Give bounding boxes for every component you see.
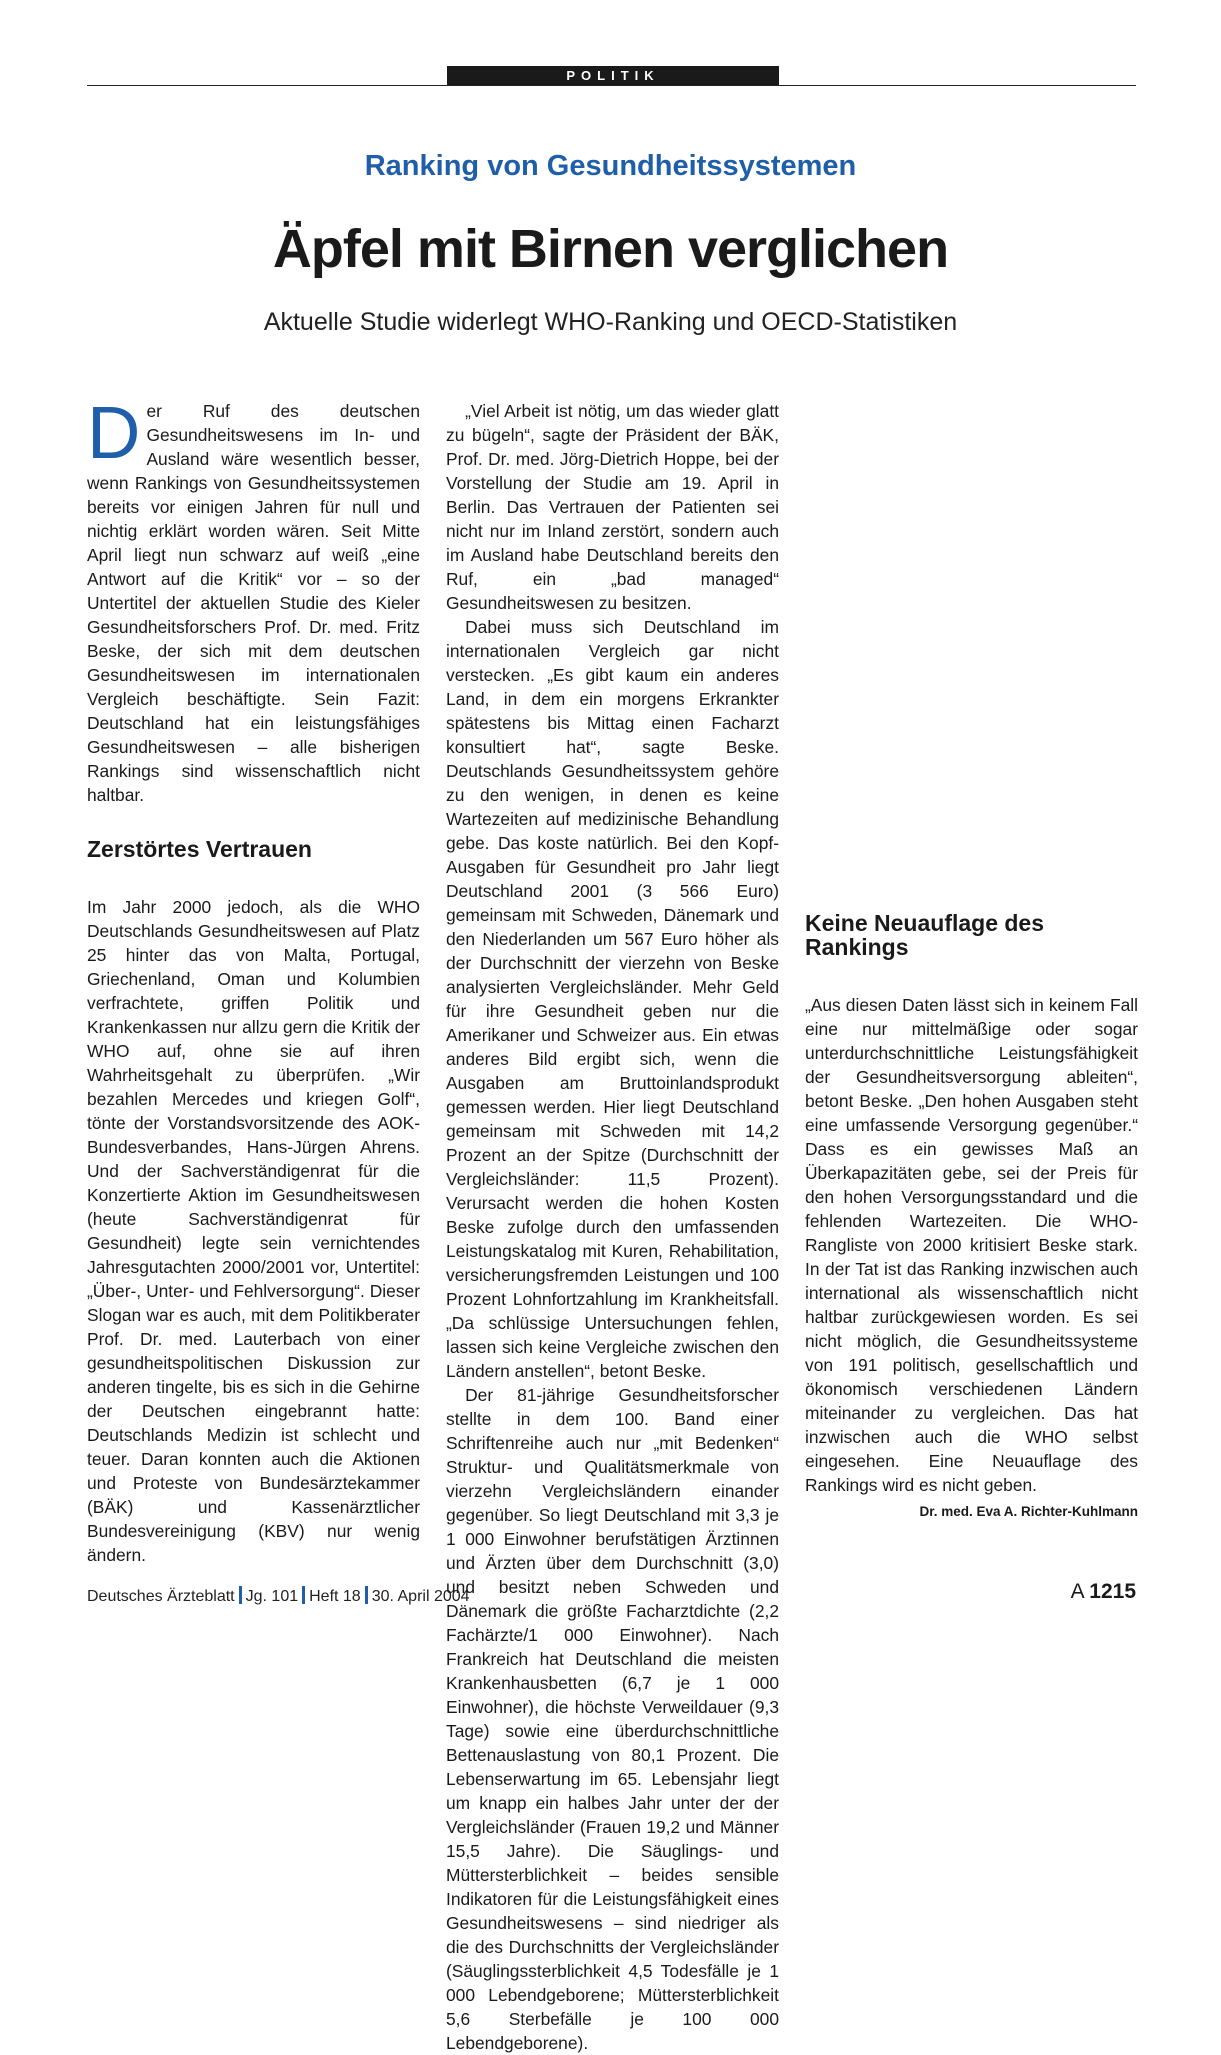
article-headline: Äpfel mit Birnen verglichen xyxy=(272,219,949,279)
column-3 xyxy=(805,879,1138,1524)
paragraph-text: „Aus diesen Daten lässt sich in keinem Fall eine nur mittelmäßige oder sogar unterdurchschnittliche Leistungsfähigkeit der Gesundheitsversorgung ableiten“, betont Beske. „Den hohen Ausgaben steht eine umfassende Versorgung gegenüber.“ Dass es ein gewisses Maß an Überkapazitäten gebe, sei der Preis für den hohen Versorgungsstandard und die fehlenden Wartezeiten. Die WHO-Rangliste von 2000 kritisiert Beske stark. In der Tat ist das Ranking inzwischen auch international als wissenschaftlich nicht haltbar zurückgewiesen worden. Es sei nicht möglich, die Gesundheitssysteme von 191 politisch, gesellschaftlich und ökonomisch verschiedenen Ländern miteinander zu vergleichen. Das hat inzwischen auch die WHO selbst eingesehen. Eine Neuauflage des Rankings wird es nicht geben. xyxy=(805,995,1138,1495)
top-rule xyxy=(87,85,1136,86)
paragraph: Dabei muss sich Deutschland im internationalen Vergleich gar nicht verstecken. „Es gibt kaum ein anderes Land, in dem ein morgens Erkrankter spätestens bis Mittag einen Facharzt konsultiert hat“, sagte Beske. Deutschlands Gesundheitssystem gehöre zu den wenigen, in denen es keine Wartezeiten auf medizinische Behandlung gebe. Das koste natürlich. Bei den Kopf-Ausgaben für Gesundheit pro Jahr liegt Deutschland 2001 (3 566 Euro) gemeinsam mit Schweden, Dänemark und den Niederlanden um 567 Euro höher als der Durchschnitt der vierzehn von Beske analysierten Vergleichsländer. Mehr Geld für ihre Gesundheit geben nur die Amerikaner und Schweizer aus. Ein etwas anderes Bild ergibt sich, wenn die Ausgaben am Bruttoinlandsprodukt gemessen werden. Hier liegt Deutschland gemeinsam mit Schweden mit 14,2 Prozent an der Spitze (Durchschnitt der Vergleichsländer: 11,5 Prozent). Verursacht werden die hohen Kosten Beske zufolge durch den umfassenden Leistungskatalog mit Kuren, Rehabilitation, versicherungsfremden Leistungen und 100 Prozent Lohnfortzahlung im Krankheitsfall. „Da schlüssige Untersuchungen fehlen, lassen sich keine Vergleiche zwischen den Ländern anstellen“, betont Beske. xyxy=(446,617,779,1381)
paragraph: „Viel Arbeit ist nötig, um das wieder glatt zu bügeln“, sagte der Präsident der BÄK, Prof. Dr. med. Jörg-Dietrich Hoppe, bei der Vorstellung der Studie am 19. April in Berlin. Das Vertrauen der Patienten sei nicht nur im Inland zerstört, sondern auch im Ausland habe Deutschland bereits den Ruf, ein „bad managed“ Gesundheitswesen zu besitzen. xyxy=(446,401,779,613)
paragraph xyxy=(805,993,1138,1519)
intro-text: er Ruf des deutschen Gesundheitswesens im In- und Ausland wäre wesentlich besser, wenn Rankings von Gesundheitssystemen bereits vor einigen Jahren für null und nichtig erklärt worden wären. Seit Mitte April liegt nun schwarz auf weiß „eine Antwort auf die Kritik“ vor – so der Untertitel der aktuellen Studie des Kieler Gesundheitsforschers Prof. Dr. med. Fritz Beske, der sich mit dem deutschen Gesundheitswesen im internationalen Vergleich beschäftigte. Sein Fazit: Deutschland hat ein leistungsfähiges Gesundheitswesen – alle bisherigen Rankings sind wissenschaftlich nicht haltbar. xyxy=(87,401,420,805)
footer-separator xyxy=(239,1586,242,1604)
page-footer xyxy=(87,1586,470,1606)
author-byline: Dr. med. Eva A. Richter-Kuhlmann xyxy=(919,1504,1138,1519)
footer-separator xyxy=(365,1586,368,1604)
page-number xyxy=(1071,1580,1136,1604)
subhead-keine-neuauflage: Keine Neuauflage des Rankings xyxy=(805,910,1045,960)
paragraph: Der 81-jährige Gesundheitsforscher stellte in dem 100. Band einer Schriftenreihe auch nur „mit Bedenken“ Struktur- und Qualitätsmerkmale von vierzehn Vergleichsländern einander gegenüber. So liegt Deutschland mit 3,3 je 1 000 Einwohner berufstätigen Ärztinnen und Ärzten über dem Durchschnitt (3,0) und besitzt neben Schweden und Dänemark die größte Facharztdichte (2,2 Fachärzte/1 000 Einwohner). Nach Frankreich hat Deutschland die meisten Krankenhausbetten (6,7 je 1 000 Einwohner), die höchste Verweildauer (9,3 Tage) sowie eine überdurchschnittliche Bettenauslastung von 80,1 Prozent. Die Lebenserwartung im 65. Lebensjahr liegt um knapp ein halbes Jahr unter der der Vergleichsländer (Frauen 19,2 und Männer 15,5 Jahre). Die Säuglings- und Müttersterblichkeit – beides sensible Indikatoren für die Leistungsfähigkeit eines Gesundheitswesens – sind niedriger als die des Durchschnitts der Vergleichsländer (Säuglingssterblichkeit 4,5 Todesfälle je 1 000 Lebendgeborene; Müttersterblichkeit 5,6 Sterbefälle je 100 000 Lebendgeborene). xyxy=(446,1385,779,2053)
journal-issue: Heft 18 xyxy=(309,1588,361,1605)
journal-date: 30. April 2004 xyxy=(371,1588,470,1605)
article-kicker: Ranking von Gesundheitssystemen xyxy=(364,150,857,182)
page-prefix: A xyxy=(1070,1580,1084,1603)
footer-separator xyxy=(302,1586,305,1604)
column-1 xyxy=(87,391,420,1567)
section-label: POLITIK xyxy=(447,66,779,85)
subhead-zerstoertes-vertrauen: Zerstörtes Vertrauen xyxy=(87,836,312,862)
page-number-value: 1215 xyxy=(1089,1580,1136,1603)
drop-cap: D xyxy=(87,391,141,474)
column-2 xyxy=(446,399,779,2055)
intro-paragraph xyxy=(87,391,420,807)
article-subline: Aktuelle Studie widerlegt WHO-Ranking und OECD-Statistiken xyxy=(263,308,958,336)
journal-volume: Jg. 101 xyxy=(245,1588,299,1605)
journal-name: Deutsches Ärzteblatt xyxy=(87,1588,235,1605)
paragraph: Im Jahr 2000 jedoch, als die WHO Deutschlands Gesundheitswesen auf Platz 25 hinter das von Malta, Portugal, Griechenland, Oman und Kolumbien verfrachtete, griffen Politik und Krankenkassen nur allzu gern die Kritik der WHO auf, ohne sie auf ihren Wahrheitsgehalt zu überprüfen. „Wir bezahlen Mercedes und kriegen Golf“, tönte der Vorstandsvorsitzende des AOK-Bundesverbandes, Hans-Jürgen Ahrens. Und der Sachverständigenrat für die Konzertierte Aktion im Gesundheitswesen (heute Sachverständigenrat für Gesundheit) legte sein vernichtendes Jahresgutachten 2000/2001 vor, Untertitel: „Über-, Unter- und Fehlversorgung“. Dieser Slogan war es auch, mit dem Politikberater Prof. Dr. med. Lauterbach von einer gesundheitspolitischen Diskussion zur anderen tingelte, bis es sich in die Gehirne der Deutschen eingebrannt hatte: Deutschlands Medizin ist schlecht und teuer. Daran konnten auch die Aktionen und Proteste von Bundesärztekammer (BÄK) und Kassenärztlicher Bundesvereinigung (KBV) nur wenig ändern. xyxy=(87,897,420,1565)
